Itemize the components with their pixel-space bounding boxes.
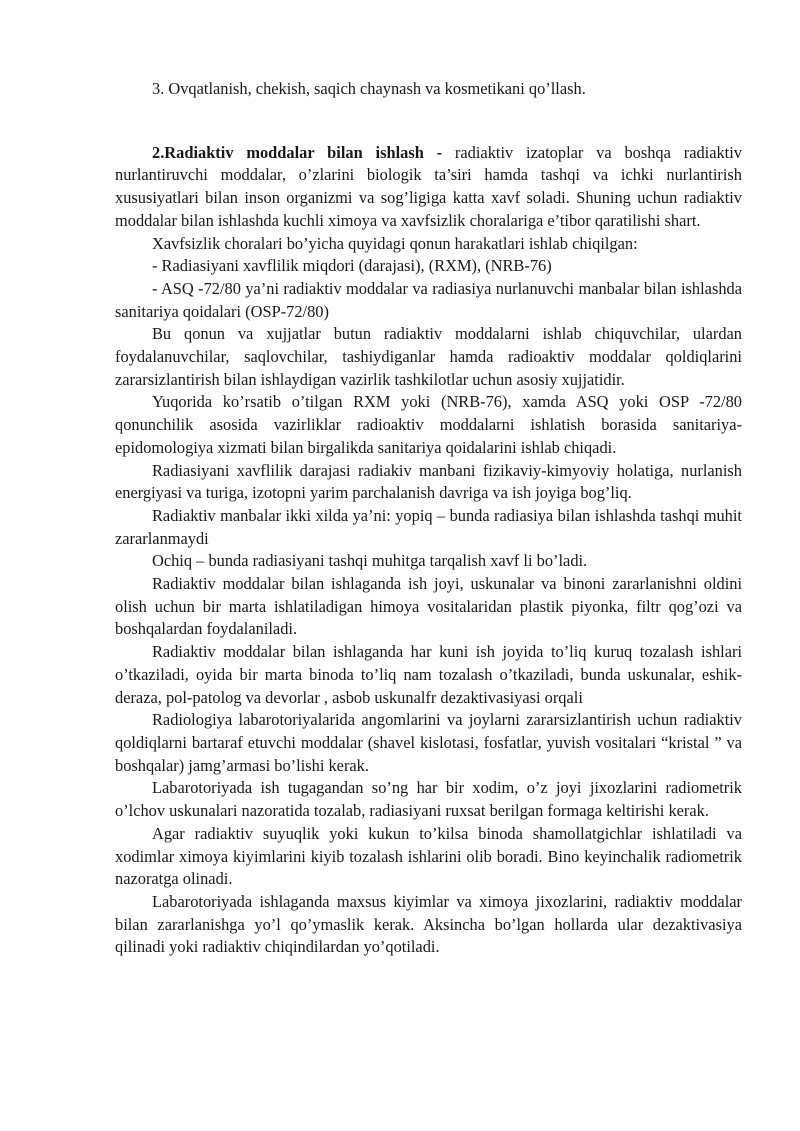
paragraph-closed-sources: Radiaktiv manbalar ikki xilda ya’ni: yopiq – bunda radiasiya bilan ishlashda tashqi muhit zararlanmaydi <box>115 505 742 548</box>
paragraph-danger-level: Radiasiyani xavflilik darajasi radiakiv manbani fizikaviy-kimyoviy holatiga, nurlanish energiyasi va turiga, izotopni yarim parchalanish davriga va ish joyiga bog’liq. <box>115 460 742 503</box>
paragraph-lab-decontamination: Radiologiya labarotoriyalarida angomlarini va joylarni zararsizlantirish uchun radiaktiv qoldiqlarni bartaraf etuvchi moddalar (shavel kislotasi, fosfatlar, yuvish vositalari “kristal ” va boshqalar) jamg’armasi bo’lishi kerak. <box>115 710 742 775</box>
paragraph-open-sources: Ochiq – bunda radiasiyani tashqi muhitga tarqalish xavf li bo’ladi. <box>152 551 588 571</box>
paragraph-safety-measures: Xavfsizlik choralari bo’yicha quyidagi qonun harakatlari ishlab chiqilgan: <box>152 233 638 253</box>
paragraph-protection: Radiaktiv moddalar bilan ishlaganda ish joyi, uskunalar va binoni zararlanishni oldini olish uchun bir marta ishlatiladigan himoya vositalaridan plastik piyonka, filtr qog’ozi va boshqalardan foydalaniladi. <box>115 574 742 639</box>
paragraph-special-clothing: Labarotoriyada ishlaganda maxsus kiyimlar va ximoya jixozlarini, radiaktiv moddalar bilan zararlanishga yo’l qo’ymaslik kerak. Aksincha bo’lgan hollarda ular dezaktivasiya qilinadi yoki radiaktiv chiqindilardan yo’qotiladi. <box>115 891 742 957</box>
section-heading: 2.Radiaktiv moddalar bilan ishlash - <box>152 142 443 162</box>
list-item-3: 3. Ovqatlanish, chekish, saqich chaynash va kosmetikani qo’llash. <box>152 79 586 98</box>
section-intro-paragraph <box>115 142 742 233</box>
paragraph-cleaning: Radiaktiv moddalar bilan ishlaganda har kuni ish joyida to’liq kuruq tozalash ishlari o’tkaziladi, oyida bir marta binoda to’liq nam tozalash o’tkaziladi, bunda uskunalar, eshik-deraza, pol-patolog va devorlar , asbob uskunalfr dezaktivasiyasi orqali <box>115 642 742 707</box>
list-item-rxm: - Radiasiyani xavflilik miqdori (darajasi), (RXM), (NRB-76) <box>152 256 552 276</box>
page-body <box>115 78 742 959</box>
paragraph-spill: Agar radiaktiv suyuqlik yoki kukun to’kilsa binoda shamollatgichlar ishlatiladi va xodimlar ximoya kiyimlarini kiyib tozalash ishlarini olib boradi. Bino keyinchalik radiometrik nazoratga olinadi. <box>115 823 742 889</box>
section-intro-text: radiaktiv izatoplar va boshqa radiaktiv nurlantiruvchi moddalar, o’zlarini biologik ta’siri hamda tashqi va ichki nurlantirish xususiyatlari bilan inson organizmi va sog’ligiga katta xavf soladi. Shuning uchun radiaktiv moddalar bilan ishlashda kuchli ximoya va xavfsizlik choralariga e’tibor qaratilishi shart. <box>115 142 742 230</box>
paragraph-gap <box>115 101 742 142</box>
paragraph-regulations: Yuqorida ko’rsatib o’tilgan RXM yoki (NRB-76), xamda ASQ yoki OSP -72/80 qonunchilik asosida vazirliklar radioaktiv moddalarni ishlatish borasida sanitariya-epidomologiya xizmati bilan birgalikda sanitariya qoidalarini ishlab chiqadi. <box>115 392 742 457</box>
list-item-asq: - ASQ -72/80 ya’ni radiaktiv moddalar va radiasiya nurlanuvchi manbalar bilan ishlashda sanitariya qoidalari (OSP-72/80) <box>115 278 742 321</box>
paragraph-after-work: Labarotoriyada ish tugagandan so’ng har bir xodim, o’z joyi jixozlarini radiometrik o’lchov uskunalari nazoratida tozalab, radiasiyani ruxsat berilgan formaga keltirishi kerak. <box>115 778 742 821</box>
paragraph-documents: Bu qonun va xujjatlar butun radiaktiv moddalarni ishlab chiquvchilar, ulardan foydalanuvchilar, saqlovchilar, tashiydiganlar hamda radioaktiv moddalar qoldiqlarini zararsizlantirish bilan ishlaydigan vazirlik tashkilotlar uchun asosiy xujjatidir. <box>115 324 742 389</box>
